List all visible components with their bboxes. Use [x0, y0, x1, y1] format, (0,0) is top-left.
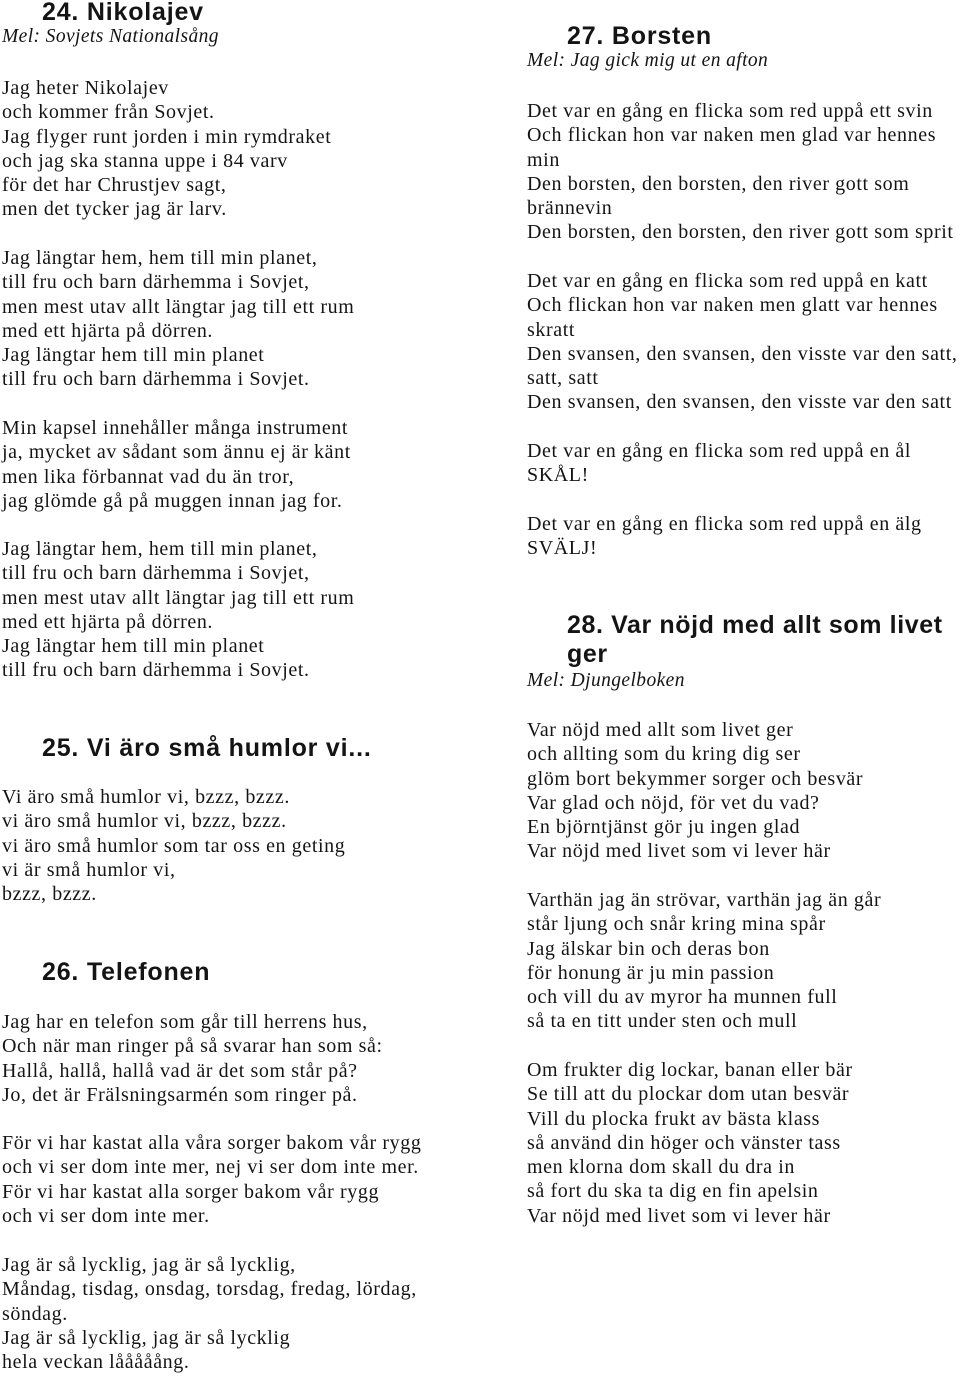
lyric-line: till fru och barn därhemma i Sovjet, [2, 271, 310, 294]
lyric-line: Jag älskar bin och deras bon [527, 937, 770, 960]
lyric-line: Det var en gång en flicka som red uppå ett svin [527, 100, 933, 122]
stanza [2, 1010, 383, 1107]
lyric-line: Jag längtar hem till min planet [2, 635, 265, 658]
lyric-line: Jo, det är Frälsningsarmén som ringer på. [2, 1083, 358, 1106]
stanza [527, 99, 954, 245]
lyric-line: Jag flyger runt jorden i min rymdraket [2, 125, 332, 148]
lyric-line: En björntjänst gör ju ingen glad [527, 816, 801, 839]
lyric-line: står ljung och snår kring mina spår [527, 913, 826, 936]
song-title: 27. Borsten [567, 22, 712, 50]
lyric-line: Den borsten, den borsten, den river gott som [527, 172, 910, 195]
stanza [2, 537, 354, 683]
lyric-line: Och när man ringer på så svarar han som så: [2, 1035, 383, 1058]
lyric-line: Och flickan hon var naken men glatt var hennes [527, 294, 938, 317]
song-title: 24. Nikolajev [42, 0, 204, 26]
lyric-line: vi äro små humlor vi, bzzz, bzzz. [2, 810, 287, 833]
lyric-line: ja, mycket av sådant som ännu ej är känt [2, 441, 351, 464]
melody-note: Mel: Jag gick mig ut en afton [527, 50, 769, 71]
stanza [527, 888, 881, 1034]
lyric-line: skratt [527, 318, 576, 341]
lyric-line: Jag längtar hem till min planet [2, 344, 265, 367]
lyric-line: satt, satt [527, 367, 599, 390]
lyric-line: till fru och barn därhemma i Sovjet, [2, 562, 310, 585]
stanza [527, 1058, 853, 1228]
lyric-line: Den svansen, den svansen, den visste var den satt [527, 391, 952, 414]
lyric-line: men lika förbannat vad du än tror, [2, 465, 295, 488]
lyric-line: Den borsten, den borsten, den river gott som sprit [527, 221, 954, 244]
lyric-line: till fru och barn därhemma i Sovjet. [2, 659, 310, 682]
stanza [2, 1253, 417, 1374]
lyric-line: för honung är ju min passion [527, 961, 775, 984]
lyric-line: med ett hjärta på dörren. [2, 610, 214, 633]
lyric-line: Var nöjd med allt som livet ger [527, 719, 794, 741]
lyric-line: och vi ser dom inte mer. [2, 1204, 210, 1227]
lyric-line: glöm bort bekymmer sorger och besvär [527, 767, 864, 790]
lyric-line: Det var en gång en flicka som red uppå en katt [527, 270, 928, 292]
lyric-line: söndag. [2, 1302, 68, 1325]
lyric-line: Varthän jag än strövar, varthän jag än går [527, 889, 882, 911]
lyric-line: så ta en titt under sten och mull [527, 1010, 798, 1033]
lyric-line: så använd din höger och vänster tass [527, 1131, 841, 1154]
lyric-line: och allting som du kring dig ser [527, 743, 801, 766]
lyric-line: Jag längtar hem, hem till min planet, [2, 247, 318, 269]
lyric-line: men mest utav allt längtar jag till ett rum [2, 586, 355, 609]
lyric-line: Min kapsel innehåller många instrument [2, 417, 349, 439]
stanza [2, 1131, 421, 1228]
lyric-line: Det var en gång en flicka som red uppå en älg [527, 513, 922, 535]
lyric-line: hela veckan lååååång. [2, 1351, 190, 1374]
lyric-line: Jag längtar hem, hem till min planet, [2, 538, 318, 560]
stanza [2, 785, 345, 906]
lyric-line: vi är små humlor vi, [2, 858, 176, 881]
lyric-line: Var nöjd med livet som vi lever här [527, 1204, 831, 1227]
lyric-line: för det har Chrustjev sagt, [2, 174, 227, 197]
lyric-line: men det tycker jag är larv. [2, 198, 227, 221]
lyric-line: och jag ska stanna uppe i 84 varv [2, 149, 288, 172]
lyric-line: och vill du av myror ha munnen full [527, 986, 838, 1009]
stanza [527, 269, 957, 415]
lyric-line: Vi äro små humlor vi, bzzz, bzzz. [2, 786, 290, 808]
stanza [2, 246, 354, 392]
lyric-line: Det var en gång en flicka som red uppå en ål [527, 440, 912, 462]
stanza [2, 416, 351, 513]
lyric-line: Jag är så lycklig, jag är så lycklig, [2, 1254, 296, 1276]
stanza [527, 718, 863, 864]
lyric-line: Jag har en telefon som går till herrens hus, [2, 1011, 368, 1033]
stanza [2, 76, 331, 222]
lyric-line: till fru och barn därhemma i Sovjet. [2, 368, 310, 391]
lyric-line: vi äro små humlor som tar oss en geting [2, 834, 346, 857]
lyric-line: men klorna dom skall du dra in [527, 1156, 795, 1179]
lyric-line: min [527, 148, 560, 171]
lyric-line: För vi har kastat alla våra sorger bakom vår rygg [2, 1132, 422, 1154]
lyric-line: med ett hjärta på dörren. [2, 319, 214, 342]
song-title: 25. Vi äro små humlor vi... [42, 734, 372, 762]
lyric-line: men mest utav allt längtar jag till ett rum [2, 295, 355, 318]
lyric-line: Måndag, tisdag, onsdag, torsdag, fredag, lördag, [2, 1278, 417, 1301]
lyric-line: Se till att du plockar dom utan besvär [527, 1083, 850, 1106]
stanza [527, 512, 922, 561]
lyric-line: SVÄLJ! [527, 537, 598, 560]
song-title: 26. Telefonen [42, 958, 211, 986]
lyric-line: och kommer från Sovjet. [2, 101, 215, 124]
stanza [527, 439, 911, 488]
lyric-line: För vi har kastat alla sorger bakom vår rygg [2, 1180, 380, 1203]
song-title: 28. Var nöjd med allt som livet ger [567, 611, 943, 668]
lyric-line: brännevin [527, 197, 613, 220]
lyric-line: så fort du ska ta dig en fin apelsin [527, 1180, 819, 1203]
lyric-line: Den svansen, den svansen, den visste var den satt, [527, 342, 958, 365]
lyric-line: Om frukter dig lockar, banan eller bär [527, 1059, 853, 1081]
lyric-line: jag glömde gå på muggen innan jag for. [2, 489, 343, 512]
melody-note: Mel: Sovjets Nationalsång [2, 26, 219, 47]
lyric-line: och vi ser dom inte mer, nej vi ser dom inte mer. [2, 1156, 419, 1179]
lyric-line: Var nöjd med livet som vi lever här [527, 840, 831, 863]
lyric-line: Var glad och nöjd, för vet du vad? [527, 791, 820, 814]
lyric-line: Och flickan hon var naken men glad var hennes [527, 124, 937, 147]
lyric-line: Jag är så lycklig, jag är så lycklig [2, 1326, 291, 1349]
melody-note: Mel: Djungelboken [527, 670, 685, 691]
lyric-line: SKÅL! [527, 464, 589, 487]
lyric-line: Vill du plocka frukt av bästa klass [527, 1107, 821, 1130]
lyric-line: bzzz, bzzz. [2, 883, 97, 906]
lyric-line: Hallå, hallå, hallå vad är det som står på? [2, 1059, 358, 1082]
lyric-line: Jag heter Nikolajev [2, 77, 169, 99]
